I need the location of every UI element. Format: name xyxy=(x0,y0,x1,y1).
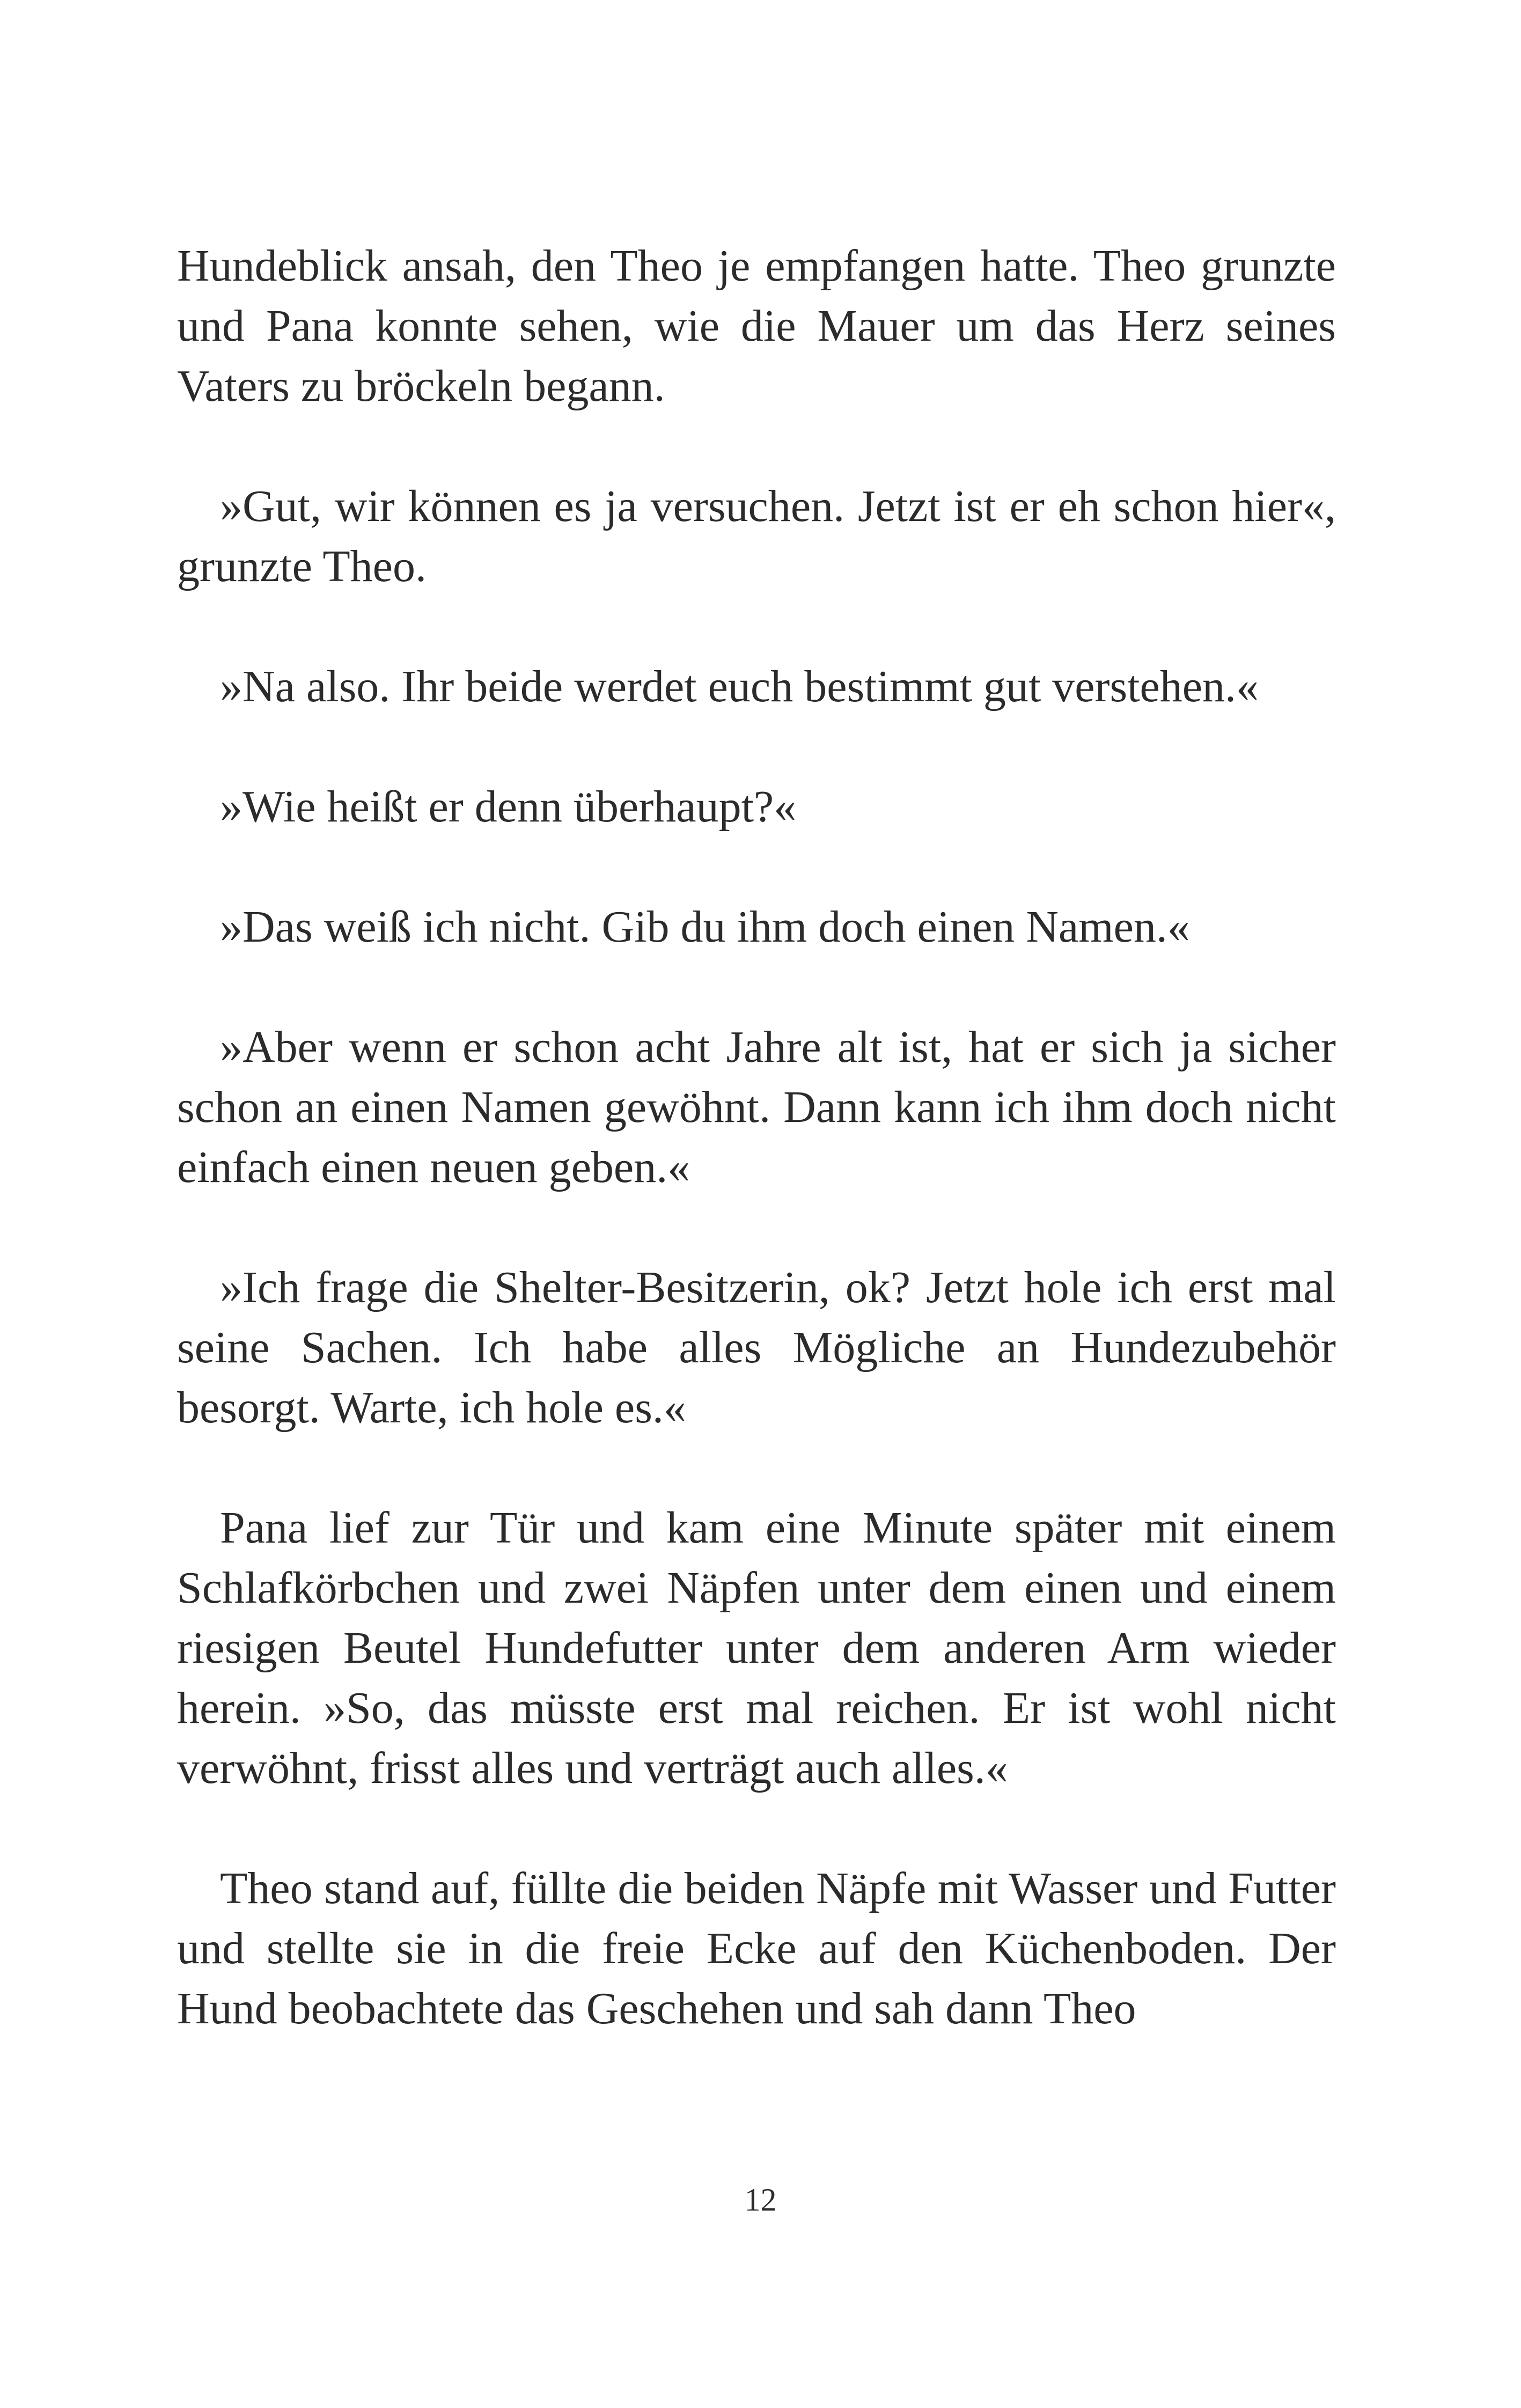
paragraph-2: »Gut, wir können es ja versuchen. Jetzt ist er eh schon hier«, grunzte Theo. xyxy=(177,481,1336,591)
body-text xyxy=(177,236,1336,2039)
paragraph-3: »Na also. Ihr beide werdet euch bestimmt gut verstehen.« xyxy=(220,662,1259,711)
paragraph-4: »Wie heißt er denn überhaupt?« xyxy=(220,782,797,832)
paragraph-6: »Aber wenn er schon acht Jahre alt ist, hat er sich ja sicher schon an einen Namen gewöhnt. Dann kann ich ihm doch nicht einfach einen neuen geben.« xyxy=(177,1022,1336,1192)
page-number: 12 xyxy=(744,2182,777,2218)
paragraph-9: Theo stand auf, füllte die beiden Näpfe mit Wasser und Futter und stellte sie in die freie Ecke auf den Küchenboden. Der Hund beobachtete das Geschehen und sah dann Theo xyxy=(177,1863,1336,2033)
paragraph-8: Pana lief zur Tür und kam eine Minute später mit einem Schlafkörbchen und zwei Näpfen unter dem einen und einem riesigen Beutel Hundefutter unter dem anderen Arm wieder herein. »So, das müsste erst mal reichen. Er ist wohl nicht verwöhnt, frisst alles und verträgt auch alles.« xyxy=(177,1503,1336,1793)
paragraph-7: »Ich frage die Shelter-Besitzerin, ok? Jetzt hole ich erst mal seine Sachen. Ich habe alles Mögliche an Hundezubehör besorgt. Warte, ich hole es.« xyxy=(177,1262,1336,1433)
paragraph-5: »Das weiß ich nicht. Gib du ihm doch einen Namen.« xyxy=(220,902,1190,952)
paragraph-1: Hundeblick ansah, den Theo je empfangen hatte. Theo grunzte und Pana konnte sehen, wie die Mauer um das Herz seines Vaters zu bröckeln begann. xyxy=(177,241,1336,411)
